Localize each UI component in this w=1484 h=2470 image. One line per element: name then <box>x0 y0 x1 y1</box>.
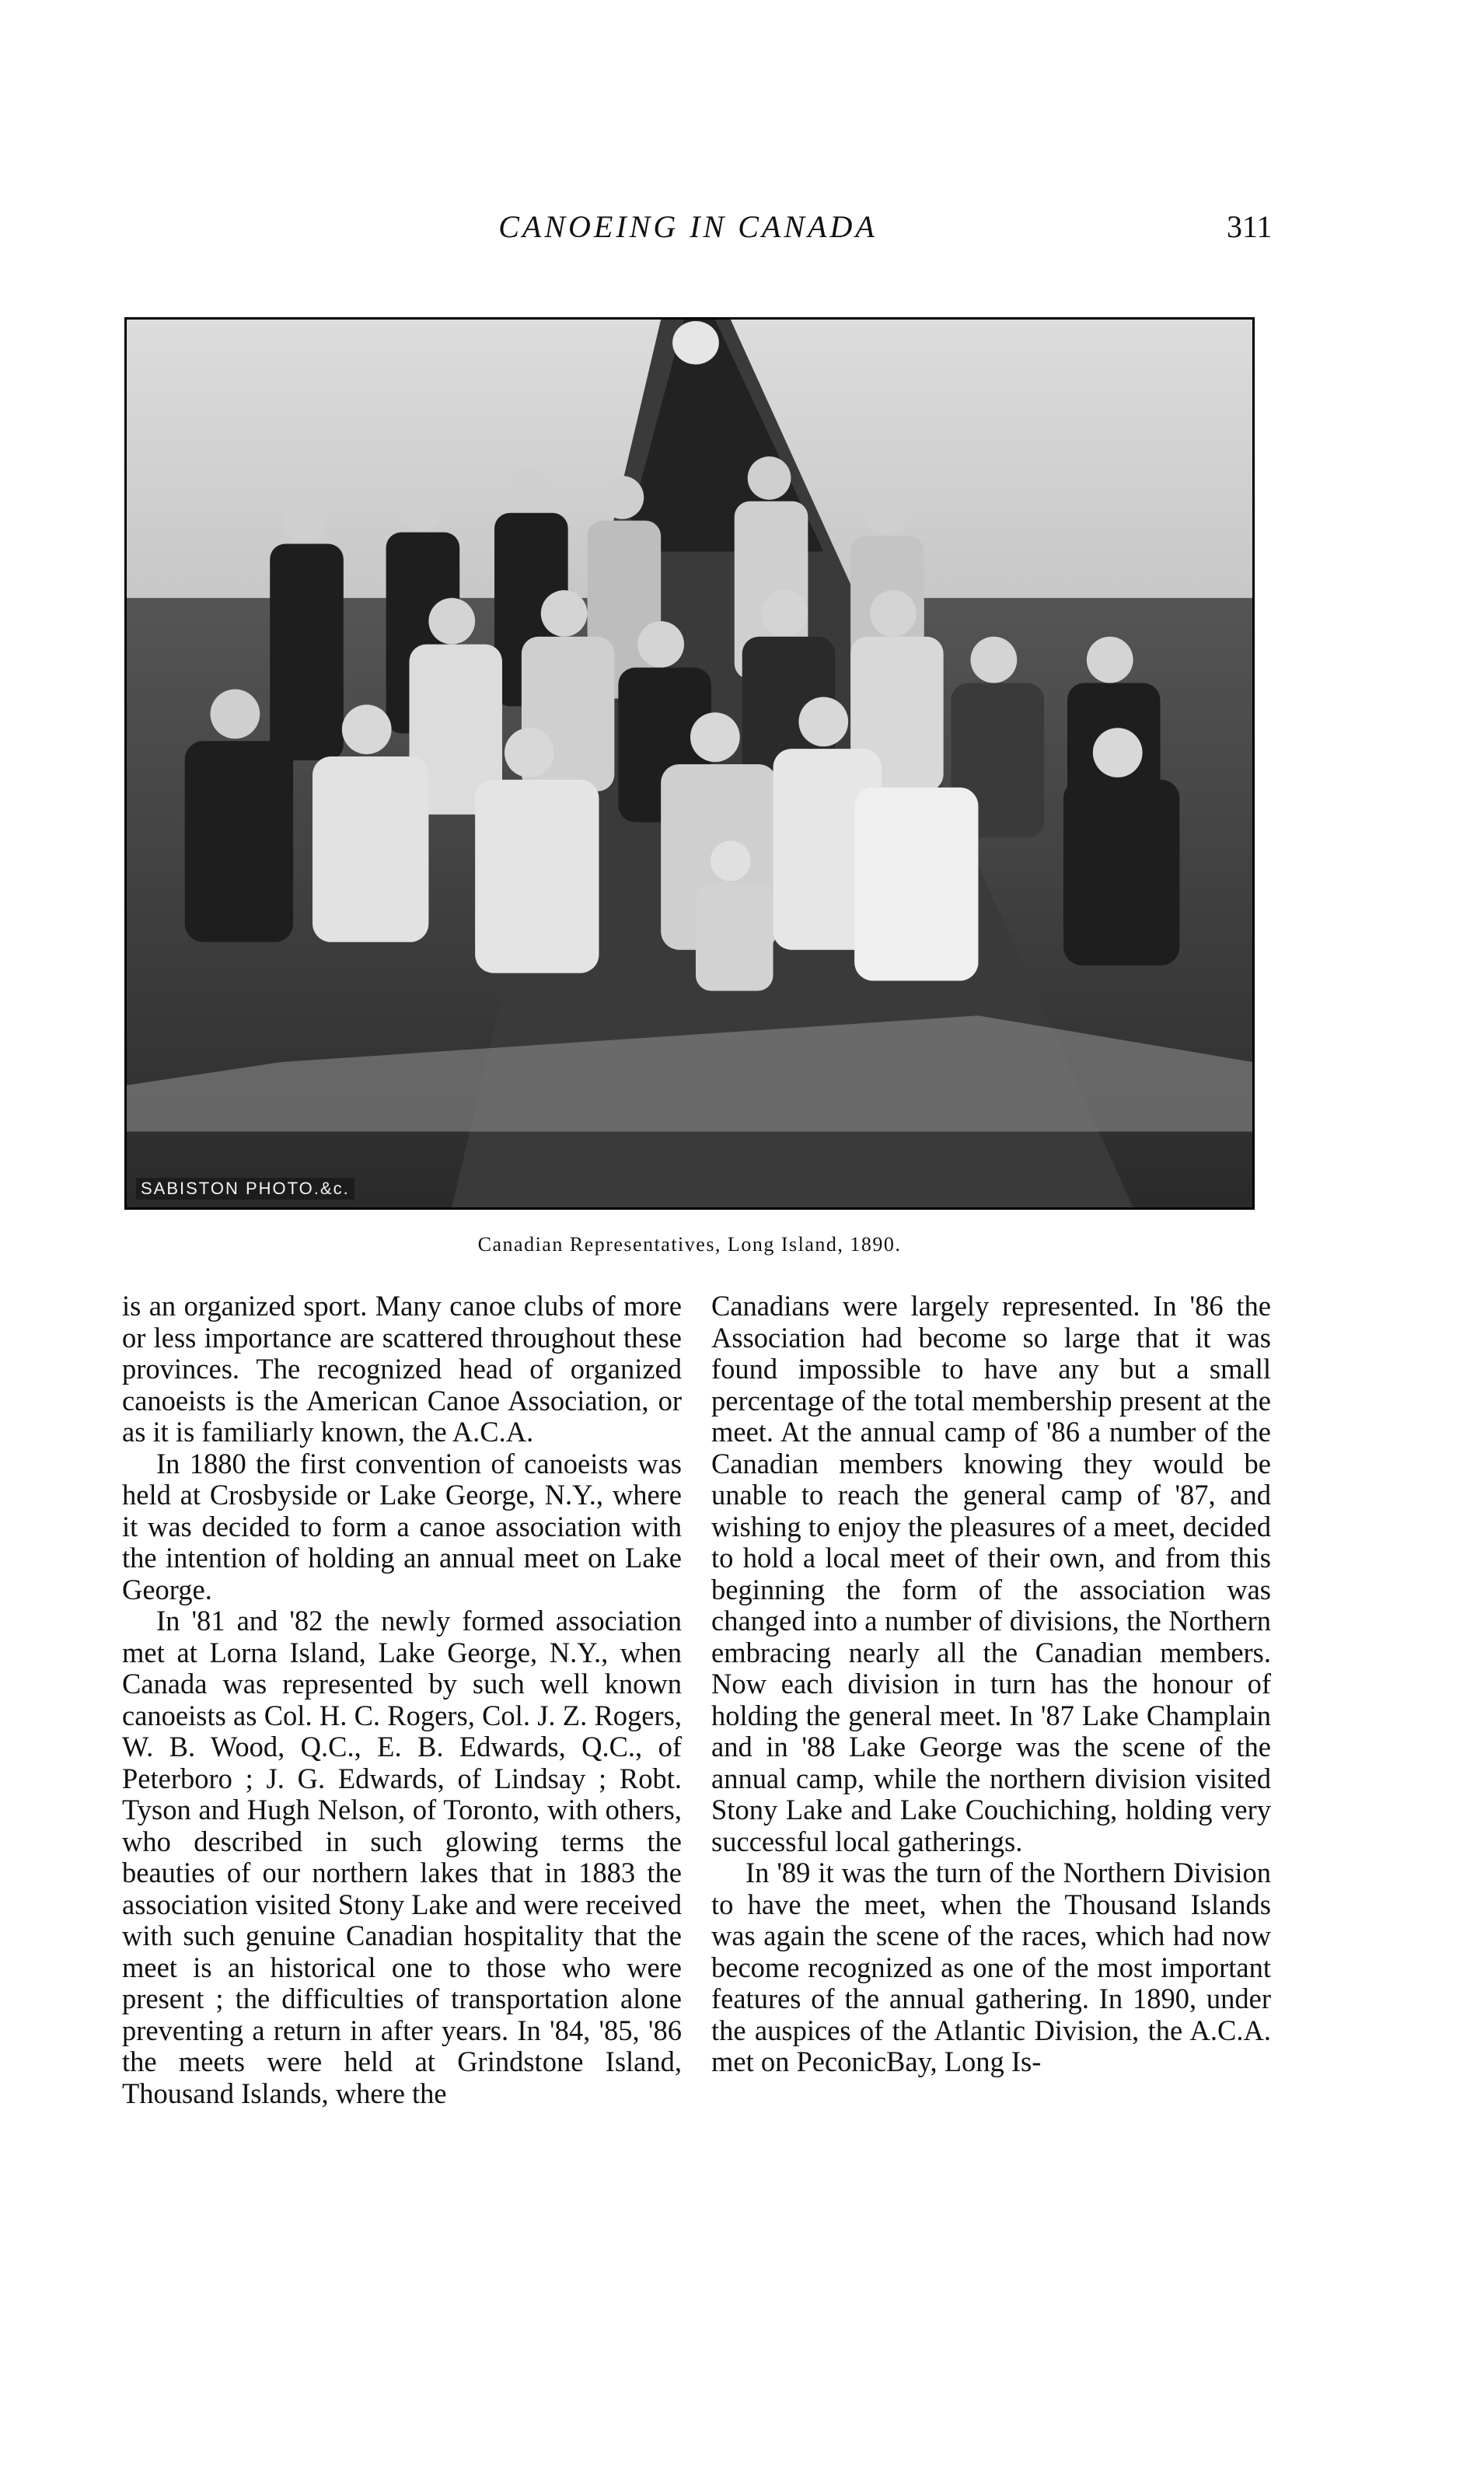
left-column <box>122 1291 682 2109</box>
right-column <box>711 1291 1271 2078</box>
paragraph: is an organized sport. Many canoe clubs of more or less importance are scattered throughout these provinces. The recognized head of organized canoeists is the American Canoe Association, or as it is familiarly known, the A.C.A. <box>122 1290 682 1448</box>
running-title: CANOEING IN CANADA <box>498 209 878 244</box>
page-number: 311 <box>1227 209 1273 244</box>
figure-caption: Canadian Representatives, Long Island, 1890. <box>477 1233 902 1256</box>
paragraph: In 1880 the first convention of canoeists was held at Crosbyside or Lake George, N.Y., where it was decided to form a canoe association with the intention of holding an annual meet on Lake George. <box>122 1447 682 1605</box>
photo-credit: SABISTON PHOTO.&c. <box>136 1178 354 1200</box>
paragraph: In '81 and '82 the newly formed association met at Lorna Island, Lake George, N.Y., when Canada was represented by such well known canoeists as Col. H. C. Rogers, Col. J. Z. Rogers, W. B. Wood, Q.C., E. B. Edwards, Q.C., of Peterboro ; J. G. Edwards, of Lindsay ; Robt. Tyson and Hugh Nelson, of Toronto, with others, who described in such glowing terms the beauties of our northern lakes that in 1883 the association visited Stony Lake and were received with such genuine Canadian hospitality that the meet is an historical one to those who were present ; the difficulties of transportation alone preventing a return in after years. In '84, '85, '86 the meets were held at Grindstone Island, Thousand Islands, where the <box>122 1605 682 2109</box>
paragraph: In '89 it was the turn of the Northern Division to have the meet, when the Thousand Islands was again the scene of the races, which had now become recognized as one of the most important features of the annual gathering. In 1890, under the auspices of the Atlantic Division, the A.C.A. met on PeconicBay, Long Is- <box>711 1857 1271 2077</box>
group-photograph <box>124 317 1255 1210</box>
tent-top-flag <box>672 321 719 365</box>
paragraph: Canadians were largely represented. In '86 the Association had become so large that it was found impossible to have any but a small percentage of the total membership present at the meet. At the annual camp of '86 a number of the Canadian members knowing they would be unable to reach the general camp of '87, and wishing to enjoy the pleasures of a meet, decided to hold a local meet of their own, and from this beginning the form of the association was changed into a number of divisions, the Northern embracing nearly all the Canadian members. Now each division in turn has the honour of holding the general meet. In '87 Lake Champlain and in '88 Lake George was the scene of the annual camp, while the northern division visited Stony Lake and Lake Couchiching, holding very successful local gatherings. <box>711 1290 1271 1857</box>
photo-illustration <box>127 320 1252 1207</box>
